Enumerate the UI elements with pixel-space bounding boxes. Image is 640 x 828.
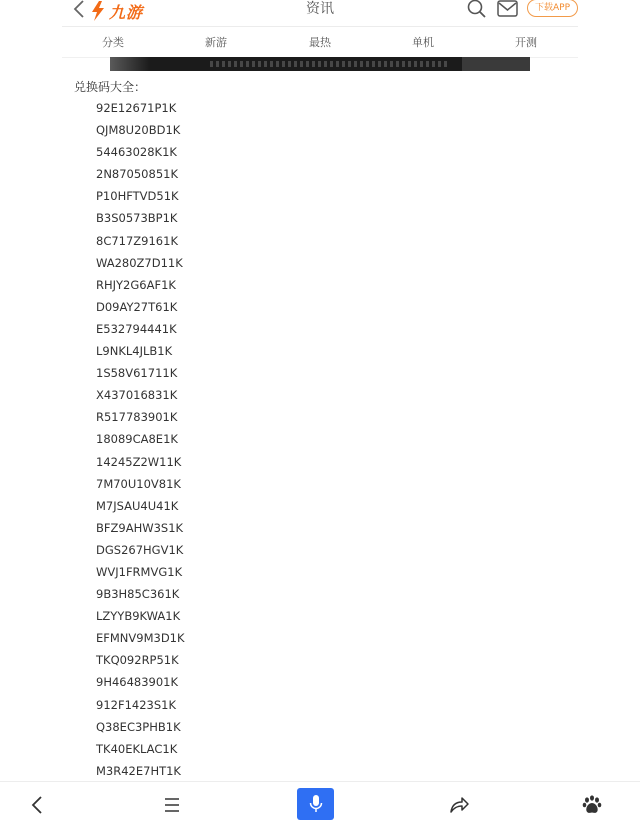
redeem-code: D09AY27T61K (96, 299, 178, 314)
redeem-code: TK40EKLAC1K (96, 741, 178, 756)
search-button[interactable] (466, 0, 488, 20)
redeem-code: WA280Z7D11K (96, 255, 183, 270)
page-title: 资讯 (306, 1, 334, 17)
logo-text: 九游 (109, 2, 144, 22)
top-header (62, 0, 578, 27)
search-icon (466, 0, 488, 20)
redeem-code-list (96, 101, 185, 786)
download-app-button[interactable]: 下载APP (527, 0, 578, 17)
redeem-code: 18089CA8E1K (96, 432, 178, 447)
browser-menu-button[interactable] (157, 790, 187, 820)
redeem-code: DGS267HGV1K (96, 542, 184, 557)
microphone-icon (308, 794, 324, 814)
redeem-code: 2N87050851K (96, 167, 178, 182)
redeem-code: QJM8U20BD1K (96, 123, 181, 138)
browser-back-button[interactable] (23, 790, 53, 820)
redeem-code: M7JSAU4U41K (96, 498, 179, 513)
redeem-code: RHJY2G6AF1K (96, 277, 176, 292)
codes-section-label: 兑换码大全： (74, 80, 147, 94)
redeem-code: 92E12671P1K (96, 101, 177, 115)
redeem-code: M3R42E7HT1K (96, 763, 181, 778)
browser-bottom-bar (0, 781, 640, 828)
redeem-code: TKQ092RP51K (96, 653, 179, 668)
share-button[interactable] (444, 790, 474, 820)
redeem-code: B3S0573BP1K (96, 211, 178, 226)
message-button[interactable] (496, 0, 520, 21)
banner-qr-area (110, 57, 150, 71)
redeem-code: 912F1423S1K (96, 697, 176, 712)
redeem-code: BFZ9AHW3S1K (96, 520, 184, 535)
voice-search-button[interactable] (297, 788, 334, 820)
redeem-code: 54463028K1K (96, 145, 177, 160)
redeem-code: R517783901K (96, 410, 178, 425)
baidu-paw-icon (581, 794, 603, 816)
redeem-code: LZYYB9KWA1K (96, 609, 181, 624)
menu-icon (162, 795, 182, 815)
baidu-home-button[interactable] (577, 790, 607, 820)
redeem-code: X437016831K (96, 388, 178, 403)
nav-item-category[interactable]: 分类 (102, 36, 124, 49)
redeem-code: E532794441K (96, 321, 177, 336)
redeem-code: 14245Z2W11K (96, 454, 182, 469)
back-icon (28, 794, 48, 816)
redeem-code: 1S58V61711K (96, 366, 178, 381)
redeem-code: 8C717Z9161K (96, 233, 178, 248)
redeem-code: Q38EC3PHB1K (96, 719, 181, 734)
nav-item-new-games[interactable]: 新游 (205, 36, 227, 49)
redeem-code: 9B3H85C361K (96, 587, 180, 602)
nav-item-single-player[interactable]: 单机 (412, 36, 434, 49)
mail-icon (496, 0, 520, 19)
nav-item-hottest[interactable]: 最热 (309, 36, 331, 49)
redeem-code: L9NKL4JLB1K (96, 344, 173, 359)
nav-item-beta-test[interactable]: 开测 (515, 36, 537, 49)
redeem-code: EFMNV9M3D1K (96, 631, 185, 646)
redeem-code: P10HFTVD51K (96, 189, 179, 204)
banner-footer-text-graphic (210, 61, 450, 67)
banner-logo-graphic (462, 57, 530, 71)
category-nav (62, 27, 578, 58)
redeem-code: 7M70U10V81K (96, 476, 181, 491)
share-icon (448, 795, 470, 815)
redeem-code: 9H46483901K (96, 675, 179, 690)
redeem-code: WVJ1FRMVG1K (96, 564, 183, 579)
